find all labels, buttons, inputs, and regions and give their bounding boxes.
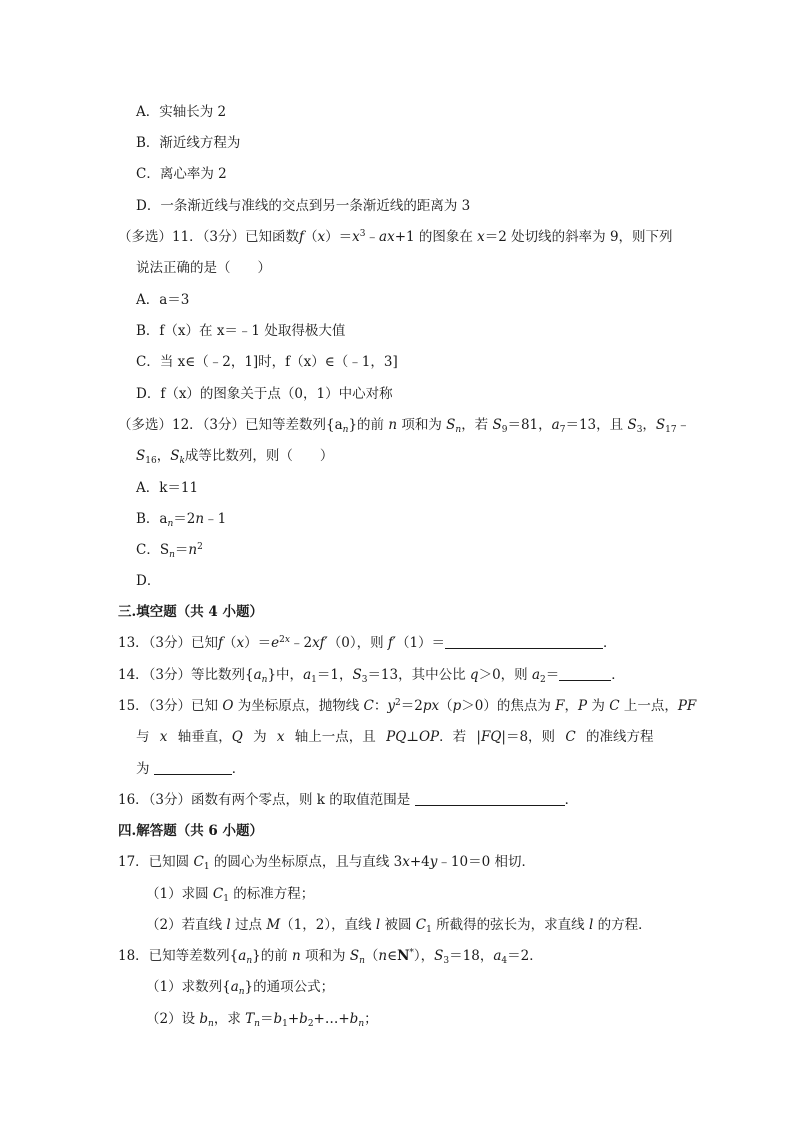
q18-stem: 18．已知等差数列$\{a_n\}$的前 n 项和为 $S_n(n\in N^*)$，$S_3=18$，$a_4=2$． bbox=[118, 948, 543, 966]
q11-prefix: （多选）11．（3分）已知函数 bbox=[118, 229, 300, 245]
section-solution-title: 四.解答题（共 6 小题） bbox=[118, 823, 263, 839]
q16-stem: 16．（3分）函数有两个零点，则 k 的取值范围是 ． bbox=[118, 792, 579, 808]
q10-option-d: D．一条渐近线与准线的交点到另一条渐近线的距离为 3 bbox=[136, 198, 471, 214]
q15-stem: 15．（3分）已知 O 为坐标原点，抛物线 C：$y^2=2px(p>0)$的焦点为 F，P 为 C 上一点，PF bbox=[118, 698, 697, 714]
q18-part1: （1）求数列$\{a_n\}$的通项公式； bbox=[146, 979, 335, 997]
q18-part2: （2）设 $b_n$，求 $T_n=b_1+b_2+\dots+b_n$； bbox=[146, 1011, 378, 1029]
q12-stem-cont: $S_{16}$，$S_k$成等比数列，则（ ） bbox=[136, 448, 334, 466]
q10-option-c: C．离心率为 2 bbox=[136, 166, 227, 182]
q15-stem-cont: 与 x 轴垂直，Q 为 x 轴上一点，且 PQ⊥OP．若 |FQ|＝8，则 C 的准线方程 bbox=[136, 729, 654, 745]
q12-prefix: （多选）12．（3分）已知等差数列{a bbox=[118, 417, 343, 433]
q17-part1: （1）求圆 $C_1$ 的标准方程； bbox=[146, 886, 315, 904]
q10-option-a: A．实轴长为 2 bbox=[136, 104, 227, 120]
q14-answer-blank[interactable] bbox=[559, 667, 611, 681]
q12-option-c: C．$S_n=n^2$ bbox=[136, 542, 203, 560]
q13-stem: 13．（3分）已知$f(x)=e^{2x}﹣2xf'(0)$，则 f′（1）＝ ． bbox=[118, 635, 617, 651]
q11-stem-cont: 说法正确的是（ ） bbox=[136, 260, 271, 276]
q11-option-a: A．a＝3 bbox=[136, 292, 190, 308]
q11-option-b: B．f（x）在 x＝﹣1 处取得极大值 bbox=[136, 323, 346, 339]
q17-stem: 17．已知圆 $C_1$ 的圆心为坐标原点，且与直线 3x+4y﹣10＝0 相切． bbox=[118, 854, 535, 872]
q17-part2: （2）若直线 l 过点 M（1，2），直线 l 被圆 $C_1$ 所截得的弦长为，求直线 l 的方程． bbox=[146, 917, 652, 935]
q15-stem-end: 为 ． bbox=[136, 761, 246, 777]
q12-option-a: A．k＝11 bbox=[136, 480, 199, 496]
q12-option-d: D． bbox=[136, 573, 161, 589]
section-fill-in-title: 三.填空题（共 4 小题） bbox=[118, 604, 263, 620]
q11-option-d: D．f（x）的图象关于点（0，1）中心对称 bbox=[136, 386, 393, 402]
q10-option-b: B．渐近线方程为 bbox=[136, 135, 241, 151]
q12-option-b: B．$a_n=2n﹣1$ bbox=[136, 511, 227, 529]
q12-stem: （多选）12．（3分）已知等差数列$\{a_n\}$的前 n 项和为 $S_n$，若 $S_9=81$，$a_7=13$，且 $S_3$，$S_{17}﹣$ bbox=[118, 417, 691, 435]
q11-stem: （多选）11．（3分）已知函数$f(x)=x^3﹣ax+1$ 的图象在 x＝2 处切线的斜率为 9，则下列 bbox=[118, 229, 673, 245]
q11-option-c: C．当 x∈（﹣2，1]时，f（x）∈（﹣1，3] bbox=[136, 354, 398, 370]
q15-answer-blank[interactable] bbox=[154, 761, 232, 775]
q13-answer-blank[interactable] bbox=[445, 635, 603, 649]
q14-stem: 14．（3分）等比数列$\{a_n\}$中，$a_1=1$，$S_3=13$，其中公比 q＞0，则 $a_2=$ ． bbox=[118, 667, 625, 685]
q16-answer-blank[interactable] bbox=[415, 792, 565, 806]
